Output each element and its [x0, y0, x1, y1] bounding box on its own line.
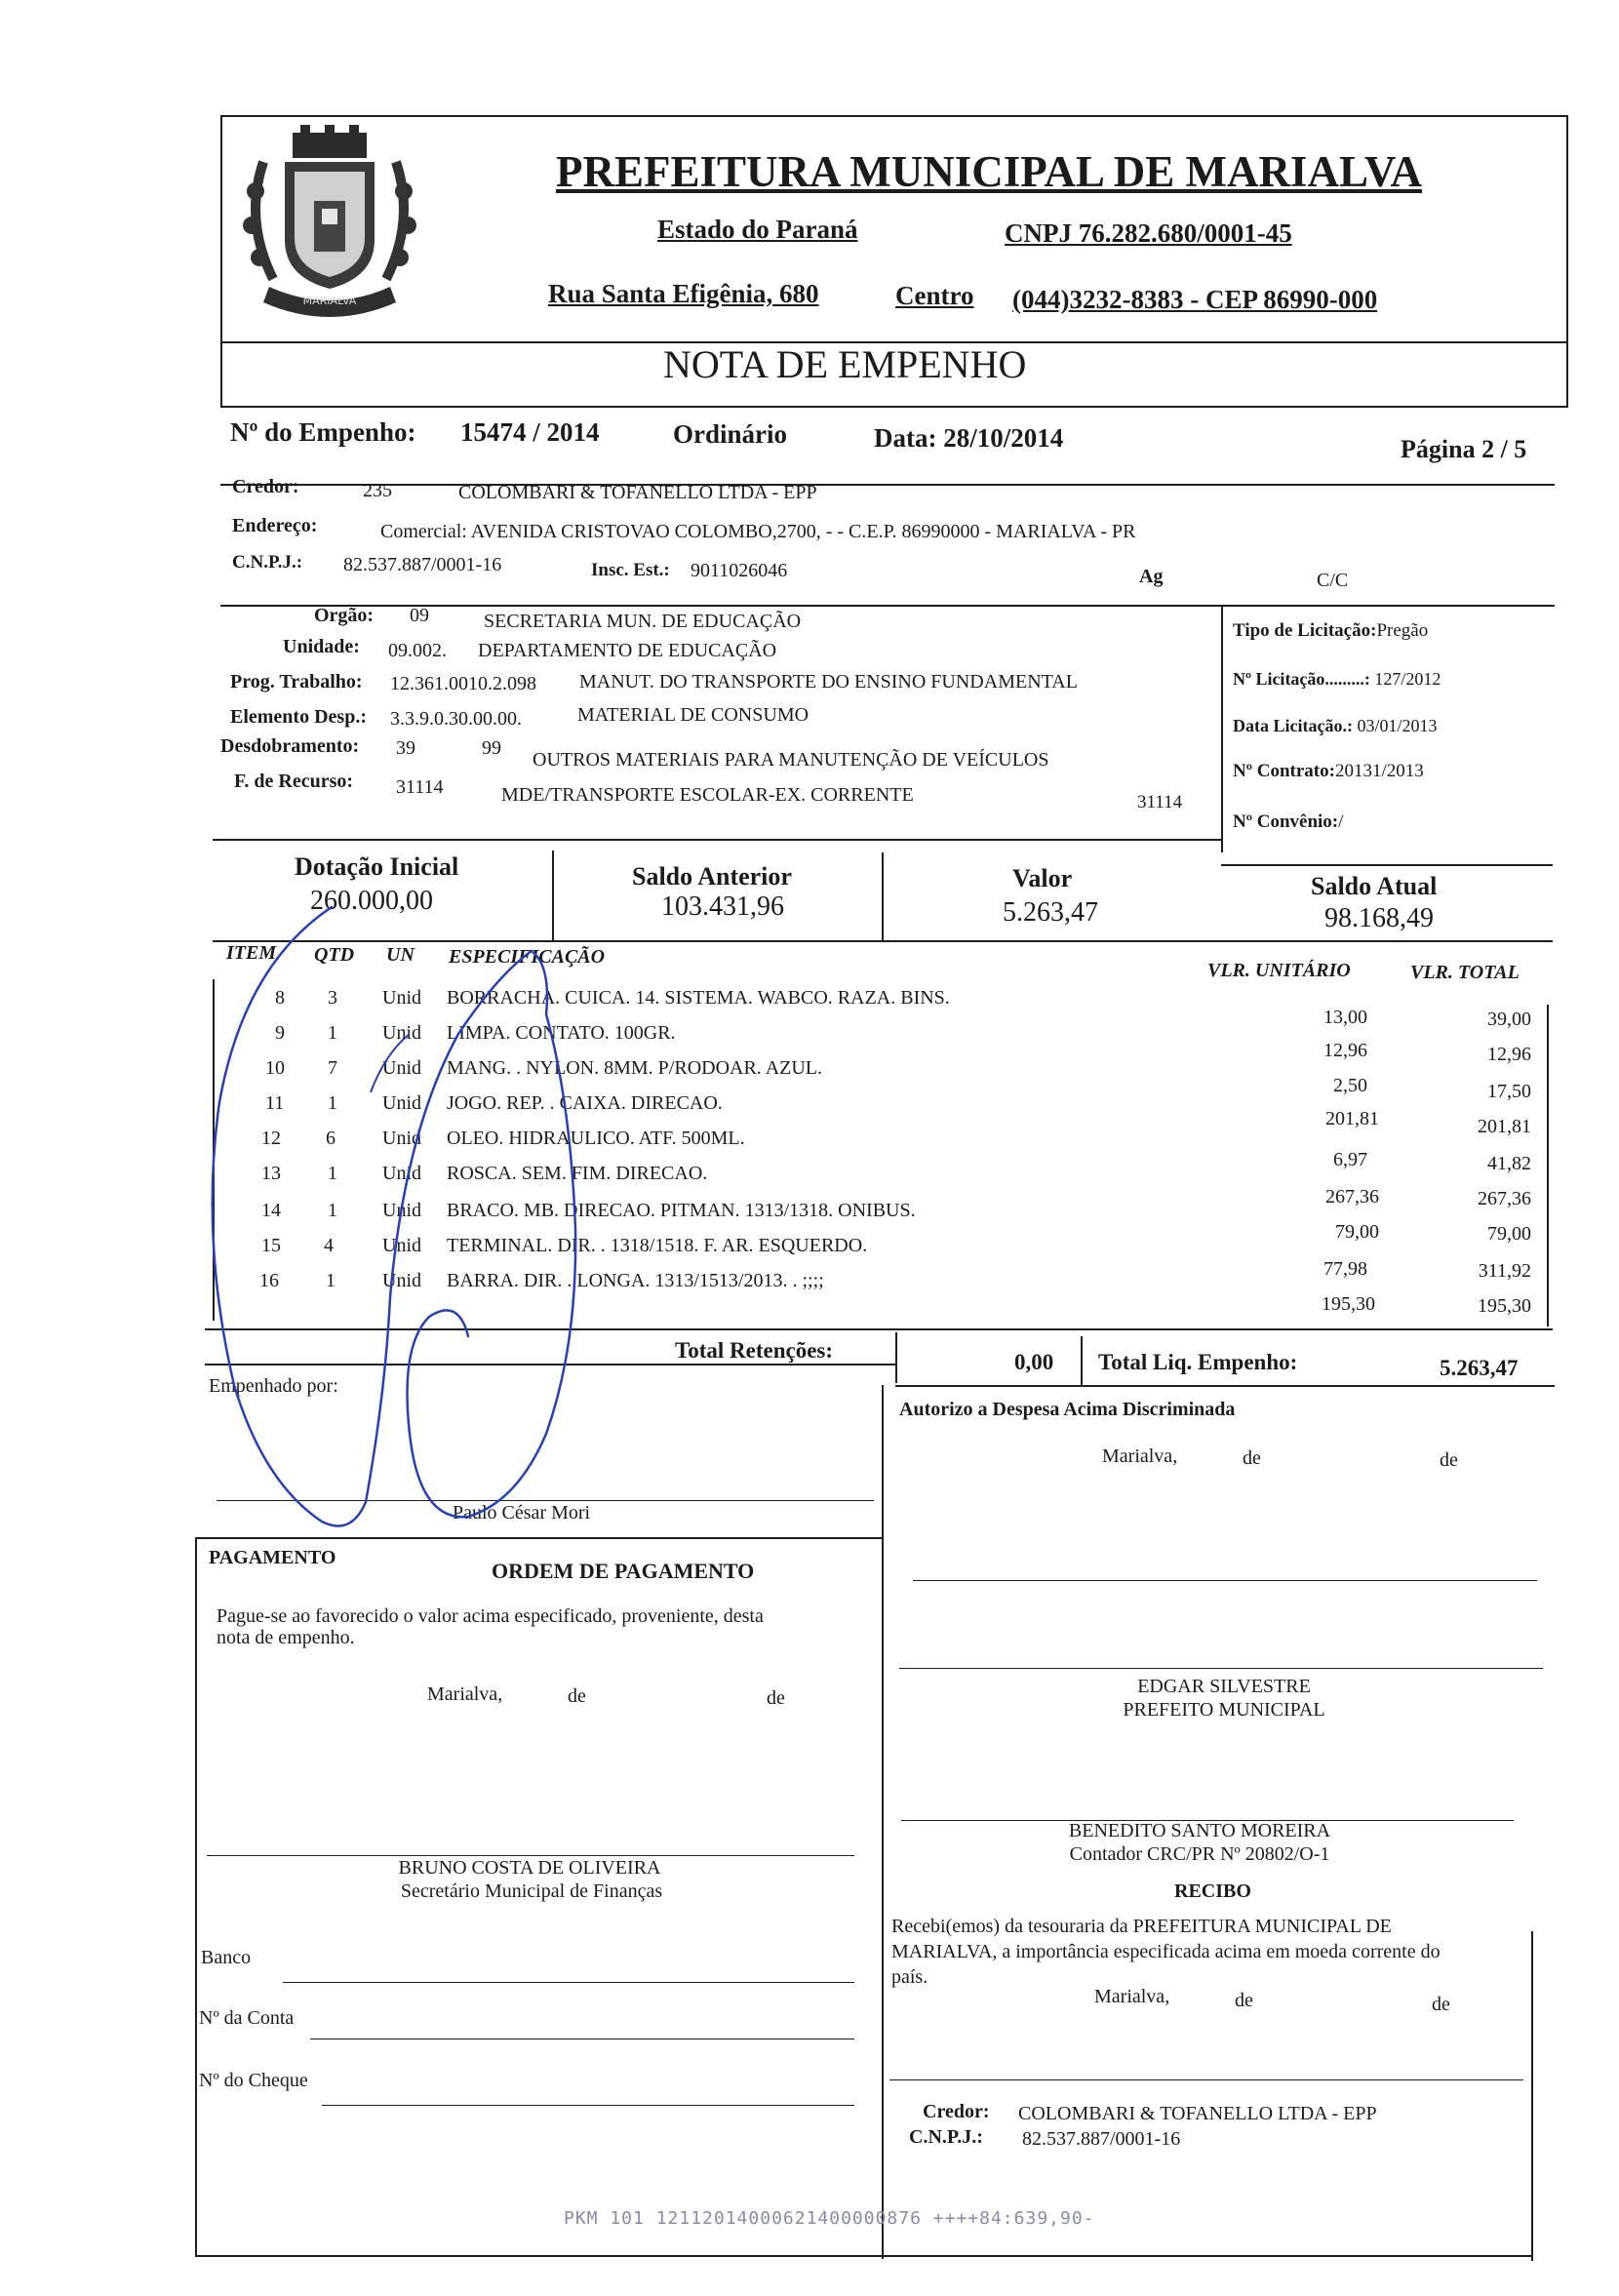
- saldo-anterior-value: 103.431,96: [661, 891, 784, 922]
- item-total: 311,92: [1478, 1260, 1531, 1282]
- licitacao-date-value: 03/01/2013: [1357, 716, 1438, 735]
- col-header-total: VLR. TOTAL: [1410, 962, 1520, 983]
- item-number: 9: [275, 1022, 285, 1044]
- item-number: 12: [261, 1128, 281, 1149]
- recibo-de-2: de: [1432, 1994, 1450, 2015]
- empenhado-label: Empenhado por:: [209, 1375, 338, 1397]
- item-spec: LIMPA. CONTATO. 100GR.: [447, 1022, 676, 1044]
- item-spec: TERMINAL. DIR. . 1318/1518. F. AR. ESQUERDO.: [447, 1235, 868, 1256]
- item-spec: JOGO. REP. . CAIXA. DIRECAO.: [447, 1092, 723, 1114]
- saldo-anterior-label: Saldo Anterior: [632, 862, 792, 891]
- item-qty: 3: [328, 987, 337, 1009]
- item-unit: Unid: [382, 1128, 421, 1149]
- col-header-spec: ESPECIFICAÇÃO: [449, 946, 606, 968]
- recibo-text-line-3: país.: [891, 1966, 928, 1988]
- totals-left-underline: [205, 1364, 895, 1366]
- conta-label: Nº da Conta: [199, 2007, 295, 2029]
- recurso-label: F. de Recurso:: [234, 771, 354, 792]
- lower-middle-divider: [882, 1385, 884, 2259]
- orgao-code: 09: [410, 605, 429, 626]
- secretario-signature-line: [207, 1855, 854, 1856]
- item-qty: 1: [328, 1163, 337, 1184]
- col-header-un: UN: [386, 944, 415, 966]
- balances-separator-1: [552, 851, 554, 940]
- item-total: 39,00: [1487, 1009, 1531, 1030]
- empenho-date: Data: 28/10/2014: [874, 423, 1064, 453]
- unidade-value: DEPARTAMENTO DE EDUCAÇÃO: [478, 640, 777, 661]
- prefeito-name: EDGAR SILVESTRE: [1137, 1676, 1311, 1697]
- prog-code: 12.361.0010.2.098: [390, 673, 536, 694]
- item-unit-price: 12,96: [1323, 1040, 1367, 1061]
- item-unit: Unid: [382, 1057, 421, 1079]
- autorizo-de-2: de: [1440, 1449, 1458, 1471]
- item-spec: MANG. . NYLON. 8MM. P/RODOAR. AZUL.: [447, 1057, 823, 1079]
- address-district: Centro: [895, 281, 974, 310]
- recibo-credor-label: Credor:: [923, 2101, 990, 2122]
- licitacao-number: [1233, 669, 1441, 690]
- recibo-cnpj-label: C.N.P.J.:: [909, 2126, 983, 2148]
- col-header-unit-price: VLR. UNITÁRIO: [1207, 960, 1351, 981]
- item-number: 13: [261, 1163, 281, 1184]
- convenio-value: /: [1338, 812, 1344, 832]
- item-total: 267,36: [1478, 1188, 1531, 1209]
- account-label: C/C: [1317, 570, 1349, 591]
- secretario-name: BRUNO COSTA DE OLIVEIRA: [398, 1857, 661, 1879]
- endereco-value: Comercial: AVENIDA CRISTOVAO COLOMBO,2700, - - C.E.P. 86990000 - MARIALVA - PR: [380, 521, 1136, 542]
- orgao-label: Orgão:: [314, 605, 375, 626]
- item-unit: Unid: [382, 1200, 421, 1221]
- retencoes-label: Total Retenções:: [675, 1338, 834, 1363]
- col-header-qtd: QTD: [314, 944, 355, 966]
- credor-name: COLOMBARI & TOFANELLO LTDA - EPP: [458, 482, 817, 503]
- autorizo-de-1: de: [1243, 1447, 1261, 1469]
- address-street: Rua Santa Efigênia, 680: [548, 279, 819, 308]
- crest-banner-text: MARIALVA: [302, 295, 357, 307]
- licitacao-left-border: [1221, 607, 1223, 852]
- recibo-cnpj-value: 82.537.887/0001-16: [1022, 2128, 1181, 2150]
- item-spec: ROSCA. SEM. FIM. DIRECAO.: [447, 1163, 708, 1184]
- balances-bottom-line: [213, 940, 1553, 942]
- balances-top-line: [213, 839, 1221, 841]
- unidade-label: Unidade:: [283, 636, 360, 657]
- convenio-number: [1233, 812, 1343, 833]
- item-unit-price: 79,00: [1335, 1221, 1379, 1243]
- municipality-cnpj: CNPJ 76.282.680/0001-45: [1005, 218, 1292, 248]
- recurso-code-2: 31114: [1137, 792, 1183, 812]
- item-unit: Unid: [382, 1163, 421, 1184]
- licitacao-type: [1233, 620, 1428, 642]
- saldo-atual-label: Saldo Atual: [1311, 872, 1438, 900]
- item-total: 17,50: [1487, 1081, 1531, 1102]
- insc-value: 9011026046: [691, 560, 788, 581]
- contador-name: BENEDITO SANTO MOREIRA: [1068, 1820, 1331, 1841]
- empenho-number-label: Nº do Empenho:: [230, 417, 416, 447]
- header-top-border: [220, 115, 1568, 117]
- empenho-type: Ordinário: [673, 419, 788, 449]
- contrato-label: Nº Contrato:: [1233, 761, 1335, 781]
- pagamento-place: Marialva,: [427, 1683, 503, 1705]
- prefeito-title: PREFEITO MUNICIPAL: [1123, 1699, 1325, 1721]
- valor-value: 5.263,47: [1003, 897, 1098, 928]
- licitacao-type-label: Tipo de Licitação:: [1233, 620, 1377, 641]
- totals-top-line: [205, 1328, 1553, 1330]
- dotacao-value: 260.000,00: [310, 886, 433, 916]
- liquid-total-label: Total Liq. Empenho:: [1098, 1350, 1298, 1374]
- autorizo-place: Marialva,: [1102, 1445, 1178, 1467]
- item-unit-price: 267,36: [1325, 1186, 1379, 1207]
- item-number: 10: [265, 1057, 285, 1079]
- item-unit: Unid: [382, 1270, 421, 1291]
- pague-text-line-1: Pague-se ao favorecido o valor acima especificado, proveniente, desta: [217, 1605, 764, 1627]
- col-header-item: ITEM: [226, 942, 277, 964]
- item-total: 195,30: [1478, 1295, 1531, 1317]
- cnpj-label: C.N.P.J.:: [232, 552, 303, 573]
- item-total: 41,82: [1487, 1153, 1531, 1174]
- item-qty: 6: [326, 1128, 336, 1149]
- item-number: 14: [261, 1200, 281, 1221]
- recibo-credor-value: COLOMBARI & TOFANELLO LTDA - EPP: [1018, 2103, 1377, 2124]
- unidade-code: 09.002.: [388, 640, 447, 661]
- item-number: 11: [265, 1092, 285, 1114]
- municipality-title: PREFEITURA MUNICIPAL DE MARIALVA: [556, 147, 1423, 196]
- table-row: [0, 987, 1619, 1030]
- table-row: [0, 1200, 1619, 1245]
- insc-label: Insc. Est.:: [591, 560, 670, 580]
- cheque-field-line: [322, 2105, 854, 2106]
- header-left-border: [220, 115, 222, 408]
- elemento-code: 3.3.9.0.30.00.00.: [390, 708, 522, 730]
- table-row: [0, 1270, 1619, 1317]
- banco-label: Banco: [201, 1947, 252, 1968]
- item-number: 8: [275, 987, 285, 1009]
- pagamento-top-line: [195, 1537, 882, 1539]
- totals-separator-2: [1081, 1336, 1083, 1385]
- item-unit-price: 201,81: [1325, 1108, 1379, 1129]
- item-unit-price: 13,00: [1323, 1007, 1367, 1028]
- header-bottom-border: [220, 406, 1568, 408]
- item-unit: Unid: [382, 987, 421, 1009]
- balances-separator-2: [882, 852, 884, 942]
- recibo-title: RECIBO: [1174, 1880, 1251, 1902]
- totals-right-underline: [895, 1385, 1555, 1387]
- recibo-text-line-1: Recebi(emos) da tesouraria da PREFEITURA MUNICIPAL DE: [891, 1916, 1392, 1937]
- empenhado-name: Paulo César Mori: [453, 1502, 591, 1524]
- balances-top-line-right: [1221, 864, 1553, 866]
- item-total: 201,81: [1478, 1116, 1531, 1137]
- lower-right-border: [1531, 1931, 1533, 2261]
- item-qty: 7: [328, 1057, 337, 1079]
- prog-value: MANUT. DO TRANSPORTE DO ENSINO FUNDAMENTAL: [579, 671, 1078, 693]
- autorizo-text: Autorizo a Despesa Acima Discriminada: [899, 1399, 1236, 1420]
- contrato-value: 20131/2013: [1334, 761, 1424, 781]
- secretario-title: Secretário Municipal de Finanças: [400, 1880, 663, 1902]
- item-spec: OLEO. HIDRAULICO. ATF. 500ML.: [447, 1128, 745, 1149]
- item-unit-price: 2,50: [1333, 1075, 1367, 1096]
- municipal-crest-icon: [234, 123, 425, 324]
- item-number: 15: [261, 1235, 281, 1256]
- item-unit-price: 6,97: [1333, 1149, 1367, 1170]
- item-unit: Unid: [382, 1022, 421, 1044]
- contador-title: Contador CRC/PR Nº 20802/O-1: [1069, 1843, 1330, 1865]
- item-qty: 1: [326, 1270, 336, 1291]
- contrato-number: [1233, 761, 1424, 782]
- item-total: 79,00: [1487, 1223, 1531, 1245]
- prefeito-top-line: [899, 1668, 1543, 1669]
- item-qty: 4: [324, 1235, 334, 1256]
- convenio-label: Nº Convênio:: [1233, 812, 1339, 832]
- item-qty: 1: [328, 1022, 337, 1044]
- prog-label: Prog. Trabalho:: [230, 671, 363, 693]
- recibo-signature-line: [889, 2079, 1523, 2080]
- table-row: [0, 1092, 1619, 1137]
- pagamento-de-1: de: [568, 1685, 586, 1707]
- saldo-atual-value: 98.168,49: [1324, 903, 1434, 933]
- table-row: [0, 1057, 1619, 1102]
- licitacao-number-label: Nº Licitação.........:: [1233, 669, 1370, 689]
- pagamento-de-2: de: [767, 1687, 785, 1709]
- page-number: Página 2 / 5: [1401, 435, 1527, 463]
- item-unit: Unid: [382, 1092, 421, 1114]
- elemento-label: Elemento Desp.:: [230, 706, 367, 728]
- footer-processing-code: PKM 101 12112014000621400000876 ++++84:639,90-: [564, 2208, 1095, 2229]
- desdobramento-code-2: 99: [482, 737, 501, 759]
- pague-text-line-2: nota de empenho.: [217, 1627, 355, 1648]
- phone-and-cep: (044)3232-8383 - CEP 86990-000: [1012, 285, 1378, 314]
- item-unit-price: 195,30: [1322, 1293, 1375, 1315]
- item-unit: Unid: [382, 1235, 421, 1256]
- agency-label: Ag: [1139, 566, 1164, 587]
- cheque-label: Nº do Cheque: [199, 2070, 308, 2091]
- state-name: Estado do Paraná: [657, 215, 858, 244]
- licitacao-date: [1233, 716, 1437, 736]
- orgao-value: SECRETARIA MUN. DE EDUCAÇÃO: [484, 611, 802, 632]
- autorizo-signature-line: [913, 1580, 1537, 1581]
- credor-code: 235: [363, 480, 392, 501]
- banco-field-line: [283, 1982, 854, 1983]
- item-total: 12,96: [1487, 1044, 1531, 1065]
- licitacao-date-label: Data Licitação.:: [1233, 716, 1353, 735]
- lower-left-border: [195, 1537, 197, 2257]
- licitacao-number-value: 127/2012: [1374, 669, 1441, 689]
- liquid-total-value: 5.263,47: [1440, 1356, 1519, 1380]
- recurso-value: MDE/TRANSPORTE ESCOLAR-EX. CORRENTE: [501, 784, 914, 806]
- retencoes-value: 0,00: [1014, 1350, 1054, 1374]
- credor-label: Credor:: [232, 476, 299, 497]
- valor-label: Valor: [1012, 864, 1073, 892]
- item-number: 16: [259, 1270, 279, 1291]
- totals-separator-1: [895, 1332, 897, 1383]
- item-qty: 1: [328, 1092, 337, 1114]
- dotacao-label: Dotação Inicial: [295, 852, 459, 881]
- licitacao-type-value: Pregão: [1376, 620, 1429, 641]
- pagamento-label: PAGAMENTO: [209, 1547, 336, 1568]
- header-right-border: [1566, 115, 1568, 408]
- recibo-place: Marialva,: [1094, 1986, 1170, 2007]
- table-row: [0, 1163, 1619, 1209]
- item-unit-price: 77,98: [1323, 1258, 1367, 1280]
- ordem-pagamento-title: ORDEM DE PAGAMENTO: [492, 1559, 755, 1583]
- item-spec: BORRACHA. CUICA. 14. SISTEMA. WABCO. RAZA. BINS.: [447, 987, 950, 1009]
- desdobramento-code-1: 39: [396, 737, 415, 759]
- desdobramento-label: Desdobramento:: [220, 735, 360, 757]
- recibo-text-line-2: MARIALVA, a importância especificada acima em moeda corrente do: [891, 1941, 1441, 1962]
- endereco-label: Endereço:: [232, 515, 318, 536]
- lower-bottom-line: [195, 2255, 1533, 2257]
- elemento-value: MATERIAL DE CONSUMO: [577, 704, 810, 726]
- recibo-de-1: de: [1235, 1990, 1253, 2011]
- empenhado-signature-line: [217, 1500, 874, 1501]
- item-qty: 1: [328, 1200, 337, 1221]
- desdobramento-value: OUTROS MATERIAIS PARA MANUTENÇÃO DE VEÍCULOS: [533, 749, 1049, 771]
- table-row: [0, 1022, 1619, 1065]
- empenho-number: 15474 / 2014: [460, 417, 600, 447]
- empenho-line-divider: [220, 484, 1555, 486]
- item-spec: BRACO. MB. DIRECAO. PITMAN. 1313/1318. ONIBUS.: [447, 1200, 916, 1221]
- cnpj-value: 82.537.887/0001-16: [343, 554, 502, 575]
- recurso-code: 31114: [396, 776, 444, 798]
- document-title: NOTA DE EMPENHO: [663, 342, 1027, 386]
- item-spec: BARRA. DIR. . LONGA. 1313/1513/2013. . ;;;;: [447, 1270, 824, 1291]
